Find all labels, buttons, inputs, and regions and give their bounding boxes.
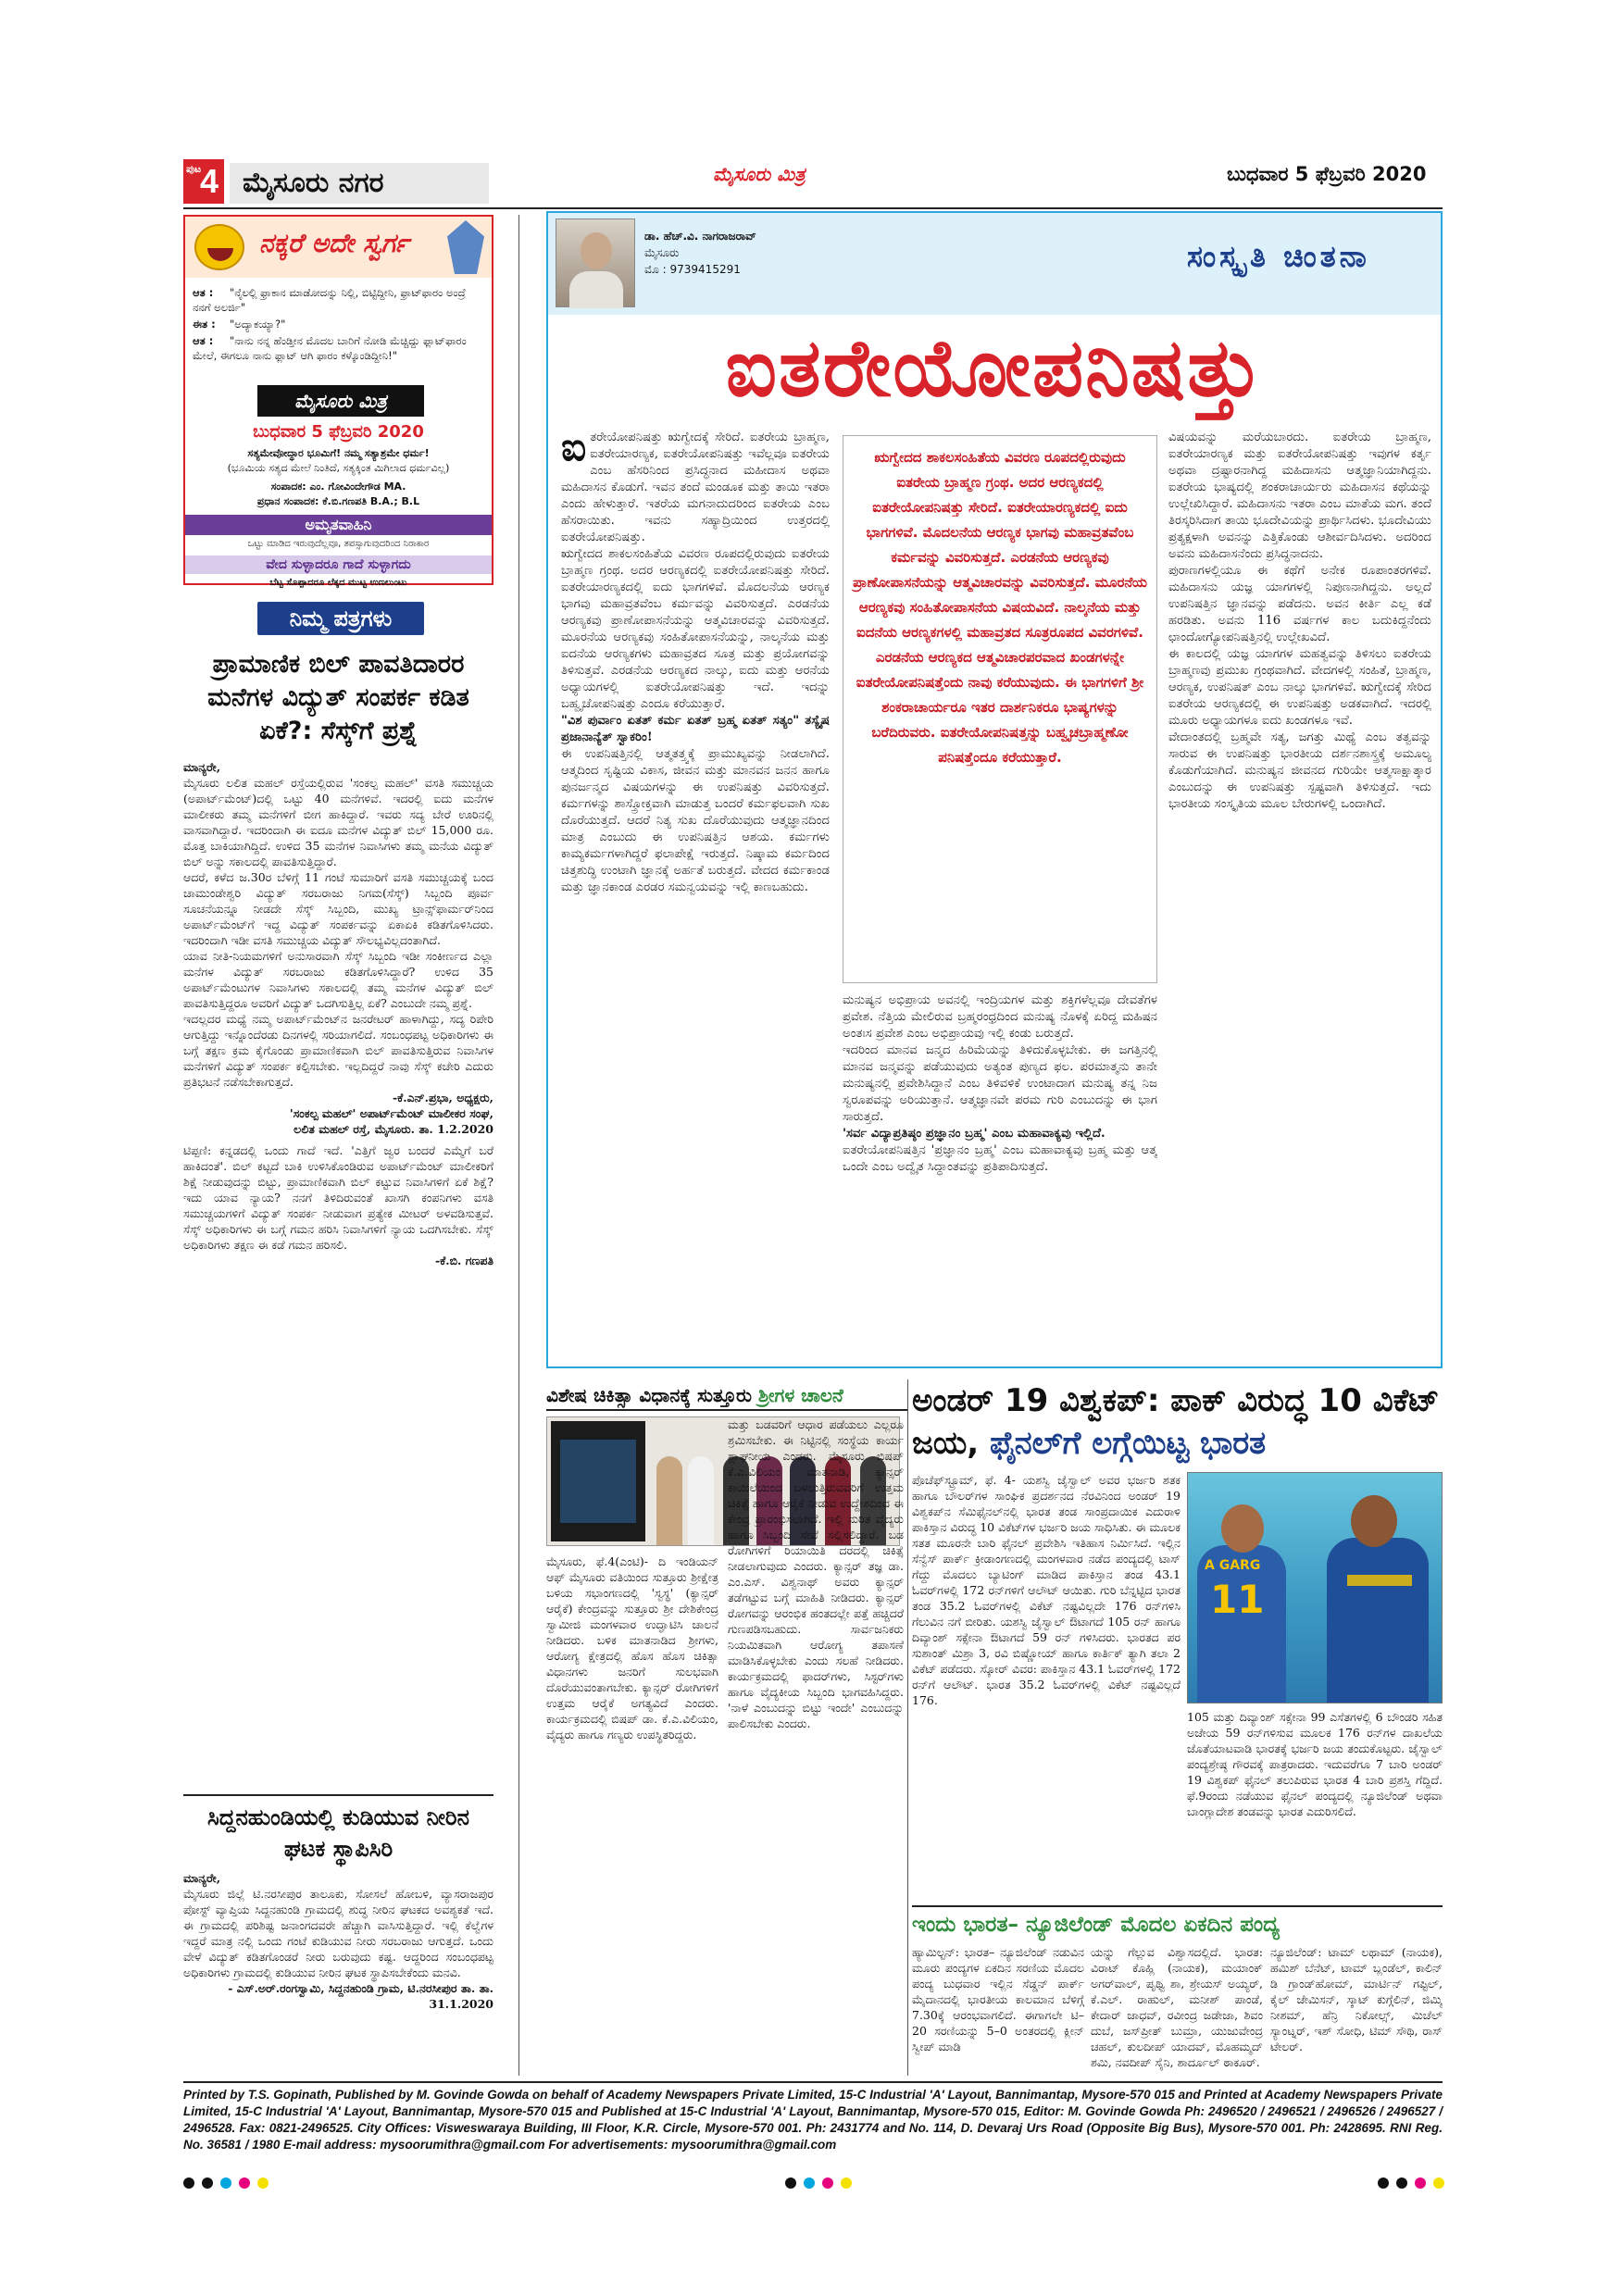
masthead: ಮೈಸೂರು ಮಿತ್ರ — [713, 163, 806, 185]
joke-speaker: ಈತ : — [193, 318, 216, 331]
player-head — [1221, 1504, 1264, 1553]
amrita-line: ಒಟ್ಟು ಮಾಡಿದ ಇರುವುದೆಲ್ಲವೂ, ತಪಸ್ಸಾಗುವುದರಿಂದ ನಿರಾಕಾರ — [247, 539, 430, 549]
joke-text: "ನಾನು ನನ್ನ ಹೆಂಡ್ತೀನ ಮೊದಲ ಬಾರಿಗೆ ನೋಡಿ ಮೆಚ್ಚಿದ್ದು ಫ್ಲಾಟ್‌ಫಾರಂ ಮೇಲೆ, ಈಗಲೂ ನಾನು ಫ್ಲಾಟ್ ಆಗಿ ಫಾರಂ ಕಳ್ಕೊಂಡಿದ್ದೀನಿ!" — [193, 334, 467, 362]
humor-box — [183, 215, 493, 588]
joke-speaker: ಆತ : — [193, 286, 214, 299]
registration-dot — [257, 2177, 269, 2189]
registration-dot — [1396, 2177, 1407, 2189]
letters-banner: ನಿಮ್ಮ ಪತ್ರಗಳು — [257, 602, 424, 635]
section-title: ಮೈಸೂರು ನಗರ — [230, 163, 489, 204]
series-headline: ಇಂದು ಭಾರತ– ನ್ಯೂಜಿಲೆಂಡ್ ಮೊದಲ ಏಕದಿನ ಪಂದ್ಯ — [912, 1905, 1443, 1940]
letter1-body — [183, 759, 493, 1703]
letter-paragraph: ಮೈಸೂರು ಲಲಿತ ಮಹಲ್ ರಸ್ತೆಯಲ್ಲಿರುವ 'ಸಂಕಲ್ಪ ಮಹಲ್' ವಸತಿ ಸಮುಚ್ಚಯ (ಅಪಾರ್ಟ್‌ಮೆಂಟ್)ದಲ್ಲಿ ಒಟ್ಟು 40 ಮನೆಗಳಿವೆ. ಇದರಲ್ಲಿ ಐದು ಮನೆಗಳ ಮಾಲೀಕರು ತಮ್ಮ ಮನೆಗಳಿಗೆ ಬೀಗ ಹಾಕಿದ್ದಾರೆ. ಇವರು ಸದ್ಯ ಬೇರೆ ಊರಿನಲ್ಲಿ ವಾಸವಾಗಿದ್ದಾರೆ. ಇದರಿಂದಾಗಿ ಈ ಐದೂ ಮನೆಗಳ ವಿದ್ಯುತ್ ಬಿಲ್ 15,000 ರೂ. ಮೊತ್ತ ಬಾಕಿಯಾಗಿದ್ದಿದೆ. ಉಳಿದ 35 ಮನೆಗಳ ನಿವಾಸಿಗಳು ತಮ್ಮ ಮನೆಯ ವಿದ್ಯುತ್ ಬಿಲ್ ಅನ್ನು ಸಕಾಲದಲ್ಲಿ ಪಾವತಿಸುತ್ತಿದ್ದಾರೆ. — [183, 776, 493, 868]
motto-line: ಸತ್ಯಮೇವೋದ್ಧಾರ ಭೂಮಿಗೆ! ನಮ್ಮ ಸತ್ಯಾಶ್ರಮೇ ಧರ್ಮ! — [247, 447, 430, 459]
feature-paragraph: ವೇದಾಂತದಲ್ಲಿ ಬ್ರಹ್ಮವೇ ಸತ್ಯ, ಜಗತ್ತು ಮಿಥ್ಯೆ ಎಂಬ ತತ್ವವನ್ನು ಸಾರುವ ಈ ಉಪನಿಷತ್ತು ಭಾರತೀಯ ದರ್ಶನಶಾಸ್ತ್ರಕ್ಕೆ ಅಮೂಲ್ಯ ಕೊಡುಗೆಯಾಗಿದೆ. ಮನುಷ್ಯನ ಜೀವನದ ಗುರಿಯೇ ಆತ್ಮಸಾಕ್ಷಾತ್ಕಾರ ಎಂಬುದನ್ನು ಈ ಉಪನಿಷತ್ತು ಸ್ಪಷ್ಟವಾಗಿ ತಿಳಿಸುತ್ತದೆ. ಇದು ಭಾರತೀಯ ಸಂಸ್ಕೃತಿಯ ಮೂಲ ಬೇರುಗಳಲ್ಲಿ ಒಂದಾಗಿದೆ. — [1168, 730, 1431, 811]
photo-caption: 105 ಮತ್ತು ದಿವ್ಯಾಂಶ್ ಸಕ್ಸೇನಾ 99 ಎಸೆತಗಳಲ್ಲಿ 6 ಬೌಂಡರಿ ಸಹಿತ ಅಜೇಯ 59 ರನ್‌ಗಳಿಸುವ ಮೂಲಕ 176 ರನ್‌ಗಳ ದಾಖಲೆಯ ಜೊತೆಯಾಟವಾಡಿ ಭಾರತಕ್ಕೆ ಭರ್ಜರಿ ಜಯ ತಂದುಕೊಟ್ಟರು. ಜೈಸ್ವಾಲ್ ಪಂದ್ಯಶ್ರೇಷ್ಠ ಗೌರವಕ್ಕೆ ಪಾತ್ರರಾದರು. ಇದುವರೆಗೂ 7 ಬಾರಿ ಅಂಡರ್ 19 ವಿಶ್ವಕಪ್ ಫೈನಲ್ ತಲುಪಿರುವ ಭಾರತ 4 ಬಾರಿ ಪ್ರಶಸ್ತಿ ಗೆದ್ದಿದೆ. ಫೆ.9ರಂದು ನಡೆಯುವ ಫೈನಲ್ ಪಂದ್ಯದಲ್ಲಿ ನ್ಯೂಜಿಲೆಂಡ್ ಅಥವಾ ಬಾಂಗ್ಲಾದೇಶ ತಂಡವನ್ನು ಭಾರತ ಎದುರಿಸಲಿದೆ. — [1187, 1710, 1443, 1818]
letter-signature: 'ಸಂಕಲ್ಪ ಮಹಲ್' ಅಪಾರ್ಟ್‌ಮೆಂಟ್ ಮಾಲೀಕರ ಸಂಘ, — [289, 1106, 493, 1120]
veda-title: ವೇದ ಸುಳ್ಳಾದರೂ ಗಾದೆ ಸುಳ್ಳಾಗದು — [185, 555, 492, 574]
registration-marks — [183, 2177, 269, 2189]
event-headline-b: ಶ್ರೀಗಳ ಚಾಲನೆ — [757, 1384, 843, 1406]
letter-signature: ಲಲಿತ ಮಹಲ್ ರಸ್ತೆ, ಮೈಸೂರು. ತಾ. 1.2.2020 — [294, 1122, 493, 1136]
amrita-title: ಅಮೃತವಾಹಿನಿ — [185, 515, 492, 535]
registration-dot — [239, 2177, 250, 2189]
footer-imprint: Printed by T.S. Gopinath, Published by M. Govinde Gowda on behalf of Academy Newspapers Private Limited, 15-C Industrial 'A' Layout, Bannimantap, Mysore-570 015 and Printed at Academy Newspapers Private Limited, 15-C Industrial 'A' Layout, Bannimantap, Mysore-570 015 and Published at 15-C Industrial 'A' Layout, Bannimantap, Mysore-570 015, Editor: M. Govinde Gowda Ph: 2496520 / 2496521 / 2496526 / 2496527 / 2496528. Fax: 0821-2496525. City Offices: Visweswaraya Building, III Floor, K.R. Circle, Mysore-570 001. Ph: 2431774 and No. 114, D. Devaraj Urs Road (Opposite Big Bus), Mysore-570 001. Ph: 2428695. RNI Reg. No. 36581 / 1980 E-mail address: mysoorumithra@gmail.com For advertisements: mysoorumithra@gmail.com — [183, 2088, 1443, 2152]
motto-translation: (ಭೂಮಿಯ ಸತ್ಯದ ಮೇಲೆ ನಿಂತಿದೆ, ಸತ್ಯಕ್ಕಿಂತ ಮಿಗಿಲಾದ ಧರ್ಮವಿಲ್ಲ) — [227, 462, 450, 474]
mini-masthead: ಮೈಸೂರು ಮಿತ್ರ — [257, 385, 424, 417]
feature-quote: 'ಸರ್ವ ವಿದ್ಯಾಪ್ರತಿಷ್ಠಂ ಪ್ರಜ್ಞಾನಂ ಬ್ರಹ್ಮ' ಎಂಬ ಮಹಾವಾಕ್ಯವು ಇಲ್ಲಿದೆ. — [843, 1127, 1106, 1141]
chief-editor-line: ಪ್ರಧಾನ ಸಂಪಾದಕ: ಕೆ.ಬಿ.ಗಣಪತಿ B.A.; B.L — [256, 495, 420, 507]
feature-paragraph: ತರೇಯೋಪನಿಷತ್ತು ಋಗ್ವೇದಕ್ಕೆ ಸೇರಿದೆ. ಐತರೇಯ ಬ್ರಾಹ್ಮಣ, ಐತರೇಯಾರಣ್ಯಕ, ಐತರೇಯೋಪನಿಷತ್ತು ಇವೆಲ್ಲವೂ ಐತರೇಯ ಎಂಬ ಹೆಸರಿನಿಂದ ಪ್ರಸಿದ್ಧನಾದ ಮಹೀದಾಸ ಅಥವಾ ಮಹಿದಾಸನ ಕೊಡುಗೆ. ಇವನ ತಂದೆ ಮಂಡೂಕ ಮತ್ತು ತಾಯಿ ಇತರಾ ಎಂದು ಹೇಳುತ್ತಾರೆ. ಇತರೆಯ ಮಗನಾದುದರಿಂದ ಐತರೇಯ ಎಂಬ ಹೆಸರಾಯಿತು. ಇವನು ಸಹ್ಯಾದ್ರಿಯಿಂದ ಉತ್ತರದಲ್ಲಿ ಐತರೇಯೋಪನಿಷತ್ತು. — [561, 430, 830, 544]
header-date: ಬುಧವಾರ 5 ಫೆಬ್ರವರಿ 2020 — [1227, 163, 1427, 185]
mini-date: ಬುಧವಾರ 5 ಫೆಬ್ರವರಿ 2020 — [253, 422, 424, 442]
jersey-number: 11 — [1210, 1577, 1265, 1622]
author-phone: ಮೊ : 9739415291 — [644, 263, 741, 276]
registration-dot — [841, 2177, 852, 2189]
series-column-1: ಹ್ಯಾಮಿಲ್ಟನ್: ಭಾರತ– ನ್ಯೂಜಿಲೆಂಡ್ ನಡುವಿನ ಮೂರು ಪಂದ್ಯಗಳ ಏಕದಿನ ಸರಣಿಯ ಮೊದಲ ಪಂದ್ಯ ಬುಧವಾರ ಇಲ್ಲಿನ ಸೆಡ್ಡನ್ ಪಾರ್ಕ್ ಮೈದಾನದಲ್ಲಿ ಭಾರತೀಯ ಕಾಲಮಾನ ಬೆಳಿಗ್ಗೆ 7.30ಕ್ಕೆ ಆರಂಭವಾಗಲಿದೆ. ಈಗಾಗಲೇ ಟಿ–20 ಸರಣಿಯನ್ನು 5–0 ಅಂತರದಲ್ಲಿ ಕ್ಲೀನ್ ಸ್ವೀಪ್ ಮಾಡಿ — [912, 1945, 1084, 2053]
feature-paragraph: ಪುರಾಣಗಳಲ್ಲಿಯೂ ಈ ಕಥೆಗೆ ಅನೇಕ ರೂಪಾಂತರಗಳಿವೆ. ಮಹಿದಾಸನು ಯಜ್ಞ ಯಾಗಗಳಲ್ಲಿ ನಿಪುಣನಾಗಿದ್ದನು. ಅಲ್ಲದೆ ಉಪನಿಷತ್ತಿನ ಜ್ಞಾನವನ್ನು ಪಡೆದನು. ಅವನ ಕೀರ್ತಿ ಎಲ್ಲ ಕಡೆ ಹರಡಿತು. ಅವನು 116 ವರ್ಷಗಳ ಕಾಲ ಬದುಕಿದ್ದನೆಂದು ಛಾಂದೋಗ್ಯೋಪನಿಷತ್ತಿನಲ್ಲಿ ಉಲ್ಲೇಖವಿದೆ. — [1168, 564, 1431, 644]
registration-dot — [1415, 2177, 1426, 2189]
feature-header — [548, 213, 1441, 315]
letter-signature: -ಕೆ.ಎನ್.ಪ್ರಭಾ, ಅಧ್ಯಕ್ಷರು, — [392, 1091, 493, 1104]
letter-paragraph: ಆದರೆ, ಕಳೆದ ಜ.30ರ ಬೆಳಿಗ್ಗೆ 11 ಗಂಟೆ ಸುಮಾರಿಗೆ ವಸತಿ ಸಮುಚ್ಚಯಕ್ಕೆ ಬಂದ ಚಾಮುಂಡೇಶ್ವರಿ ವಿದ್ಯುತ್ ಸರಬರಾಜು ನಿಗಮ(ಸೆಸ್ಕ್) ಸಿಬ್ಬಂದಿ ಪೂರ್ವ ಸೂಚನೆಯನ್ನೂ ನೀಡದೇ ಸೆಸ್ಕ್ ಸಿಬ್ಬಂದಿ, ಮುಖ್ಯ ಟ್ರಾನ್ಸ್‌ಫಾರ್ಮರ್‌ನಿಂದ ಅಪಾರ್ಟ್‌ಮೆಂಟ್‌ಗೆ ಇದ್ದ ವಿದ್ಯುತ್ ಸಂಪರ್ಕವನ್ನು ಏಕಾಏಕಿ ಕಡಿತಗೊಳಿಸಿದರು. ಇದರಿಂದಾಗಿ ಇಡೀ ವಸತಿ ಸಮುಚ್ಚಯ ವಿದ್ಯುತ್ ಸೌಲಭ್ಯವಿಲ್ಲದಂತಾಗಿದೆ. — [183, 870, 493, 947]
letter-paragraph: ಯಾವ ನೀತಿ-ನಿಯಮಗಳಿಗೆ ಅನುಸಾರವಾಗಿ ಸೆಸ್ಕ್ ಸಿಬ್ಬಂದಿ ಇಡೀ ಸಂಕೀರ್ಣದ ಎಲ್ಲಾ ಮನೆಗಳ ವಿದ್ಯುತ್ ಸರಬರಾಜು ಕಡಿತಗೊಳಿಸಿದ್ದಾರೆ? ಉಳಿದ 35 ಅಪಾರ್ಟ್‌ಮೆಂಟುಗಳ ನಿವಾಸಿಗಳು ಸಕಾಲದಲ್ಲಿ ತಮ್ಮ ಮನೆಗಳ ವಿದ್ಯುತ್ ಬಿಲ್ ಪಾವತಿಸುತ್ತಿದ್ದರೂ ಅವರಿಗೆ ವಿದ್ಯುತ್ ಒದಗಿಸುತ್ತಿಲ್ಲ ಏಕೆ? ಎಂಬುದೇ ನಮ್ಮ ಪ್ರಶ್ನೆ. — [183, 949, 493, 1010]
registration-dot — [1378, 2177, 1389, 2189]
footer-rule — [183, 2081, 1443, 2083]
feature-quote: "ವಿಶ ಪುರ್ವಾಂ ಏತತ್ ಕರ್ಮ ಏತತ್ ಬ್ರಹ್ಮ ಏತತ್ ಸತ್ಯಂ" ತಸ್ಯೈಷ ಪ್ರಜಾನಾನ್ಯೆತ್ ಸ್ವಾಕರಿಂ! — [561, 714, 830, 744]
feature-column-2 — [843, 992, 1157, 1354]
letter2-headline: ಸಿದ್ದನಹುಂಡಿಯಲ್ಲಿ ಕುಡಿಯುವ ನೀರಿನ ಘಟಕ ಸ್ಥಾಪಿಸಿರಿ — [183, 1794, 493, 1865]
registration-dot — [220, 2177, 231, 2189]
humor-header — [185, 217, 492, 278]
registration-marks — [785, 2177, 852, 2189]
registration-marks — [1378, 2177, 1444, 2189]
author-place: ಮೈಸೂರು — [644, 246, 680, 259]
joke-text: "ಅದ್ಯಾಕಯ್ಯಾ?" — [230, 318, 286, 331]
registration-dot — [822, 2177, 833, 2189]
feature-column-3 — [1168, 430, 1431, 1355]
letter-signature: - ಎಸ್.ಅರ್.ರಂಗಸ್ವಾಮಿ, ಸಿದ್ದನಹುಂಡಿ ಗ್ರಾಮ, ಟಿ.ನರಸೀಪುರ ತಾ. ತಾ. 31.1.2020 — [228, 1981, 493, 2011]
jersey-name: A GARG — [1205, 1558, 1261, 1573]
editor-line: ಸಂಪಾದಕ: ಎಂ. ಗೋವಿಂದೇಗೌಡ MA. — [270, 480, 406, 493]
column-name: ಸಂಸ್ಕೃತಿ ಚಿಂತನಾ — [1187, 239, 1370, 274]
person-figure — [656, 1456, 682, 1545]
cricket-headline — [912, 1379, 1443, 1465]
event-column-2: ಮತ್ತು ಬಡವರಿಗೆ ಆಧಾರ ಪಡೆಯಲು ಎಲ್ಲರೂ ಶ್ರಮಿಸಬೇಕು. ಈ ನಿಟ್ಟಿನಲ್ಲಿ ಸಂಸ್ಥೆಯ ಕಾರ್ಯ ಶ್ಲಾಘನೀಯ ಎಂದರು. ಮೈಸೂರು ಬಿಷಪ್ ಕೆ.ಎ.ವಿಲಿಯಂ ಮಾತನಾಡಿ, ಕ್ಯಾನ್ಸರ್ ಕಾಯಿಲೆಯಿಂದ ಬಳಲುತ್ತಿರುವವರಿಗೆ ಉತ್ತಮ ಚಿಕಿತ್ಸೆ ಹಾಗೂ ಆರೈಕೆ ನೀಡುವ ಉದ್ದೇಶದಿಂದ ಈ ಕೇಂದ್ರ ಪ್ರಾರಂಭಿಸಲಾಗಿದೆ. ಇಲ್ಲಿ ನುರಿತ ವೈದ್ಯರು ಹಾಗೂ ಸಿಬ್ಬಂದಿ ಸೇವೆ ಸಲ್ಲಿಸಲಿದ್ದಾರೆ. ಬಡ ರೋಗಿಗಳಿಗೆ ರಿಯಾಯಿತಿ ದರದಲ್ಲಿ ಚಿಕಿತ್ಸೆ ನೀಡಲಾಗುವುದು ಎಂದರು. ಕ್ಯಾನ್ಸರ್ ತಜ್ಞ ಡಾ. ಎಂ.ಎಸ್. ವಿಶ್ವನಾಥ್ ಅವರು ಕ್ಯಾನ್ಸರ್ ತಡೆಗಟ್ಟುವ ಬಗ್ಗೆ ಮಾಹಿತಿ ನೀಡಿದರು. ಕ್ಯಾನ್ಸರ್ ರೋಗವನ್ನು ಆರಂಭಿಕ ಹಂತದಲ್ಲೇ ಪತ್ತೆ ಹಚ್ಚಿದರೆ ಗುಣಪಡಿಸಬಹುದು. ಸಾರ್ವಜನಿಕರು ನಿಯಮಿತವಾಗಿ ಆರೋಗ್ಯ ತಪಾಸಣೆ ಮಾಡಿಸಿಕೊಳ್ಳಬೇಕು ಎಂದು ಸಲಹೆ ನೀಡಿದರು. ಕಾರ್ಯಕ್ರಮದಲ್ಲಿ ಫಾದರ್‌ಗಳು, ಸಿಸ್ಟರ್‌ಗಳು ಹಾಗೂ ವೈದ್ಯಕೀಯ ಸಿಬ್ಬಂದಿ ಭಾಗವಹಿಸಿದ್ದರು. 'ನಾಳೆ ಎಂಬುದನ್ನು ಬಿಟ್ಟು ಇಂದೇ' ಎಂಬುದನ್ನು ಪಾಲಿಸಬೇಕು ಎಂದರು. — [728, 1417, 904, 1730]
page-tag: ಪುಟ — [186, 163, 202, 175]
column-separator — [518, 215, 519, 2076]
person-figure — [688, 1456, 714, 1545]
feature-paragraph: ಈ ಉಪನಿಷತ್ತಿನಲ್ಲಿ ಆತ್ಮತತ್ತ್ವಕ್ಕೆ ಪ್ರಾಮುಖ್ಯವನ್ನು ನೀಡಲಾಗಿದೆ. ಆತ್ಮದಿಂದ ಸೃಷ್ಟಿಯ ವಿಕಾಸ, ಜೀವನ ಮತ್ತು ಮಾನವನ ಜನನ ಹಾಗೂ ಪುನರ್ಜನ್ಮದ ವಿಷಯಗಳನ್ನು ಈ ಉಪನಿಷತ್ತು ವಿವರಿಸುತ್ತದೆ. ಕರ್ಮಗಳನ್ನು ಶಾಸ್ತ್ರೋಕ್ತವಾಗಿ ಮಾಡುತ್ತ ಬಂದರೆ ಕರ್ಮಫಲವಾಗಿ ಸುಖ ದೊರೆಯುತ್ತದೆ. ಆದರೆ ನಿತ್ಯ ಸುಖ ದೊರೆಯುವುದು ಆತ್ಮಜ್ಞಾನದಿಂದ ಮಾತ್ರ ಎಂಬುದು ಈ ಉಪನಿಷತ್ತಿನ ಆಶಯ. ಕರ್ಮಗಳು ಕಾಮ್ಯಕರ್ಮಗಳಾಗಿದ್ದರೆ ಫಲಾಪೇಕ್ಷೆ ಇರುತ್ತದೆ. ನಿಷ್ಕಾಮ ಕರ್ಮದಿಂದ ಚಿತ್ತಶುದ್ಧಿ ಉಂಟಾಗಿ ಜ್ಞಾನಕ್ಕೆ ಅರ್ಹತೆ ಬರುತ್ತದೆ. ವೇದದ ಕರ್ಮಕಾಂಡ ಮತ್ತು ಜ್ಞಾನಕಾಂಡ ಎರಡರ ಸಮನ್ವಯವನ್ನು ಇಲ್ಲಿ ಕಾಣಬಹುದು. — [561, 747, 830, 894]
letter-greeting: ಮಾನ್ಯರೇ, — [183, 760, 221, 774]
feature-paragraph: ಋಗ್ವೇದದ ಶಾಕಲಸಂಹಿತೆಯ ವಿವರಣ ರೂಪದಲ್ಲಿರುವುದು ಐತರೇಯ ಬ್ರಾಹ್ಮಣ ಗ್ರಂಥ. ಅದರ ಆರಣ್ಯಕದಲ್ಲಿ ಐತರೇಯೋಪನಿಷತ್ತು ಸೇರಿದೆ. ಐತರೇಯಾರಣ್ಯಕದಲ್ಲಿ ಐದು ಭಾಗಗಳಿವೆ. ಮೊದಲನೆಯ ಆರಣ್ಯಕ ಭಾಗವು ಮಹಾವ್ರತವೆಂಬ ಕರ್ಮವನ್ನು ವಿವರಿಸುತ್ತದೆ. ಎರಡನೆಯ ಆರಣ್ಯಕವು ಪ್ರಾಣೋಪಾಸನೆಯನ್ನು ಆತ್ಮವಿಚಾರವನ್ನು ವಿವರಿಸುತ್ತದೆ. ಮೂರನೆಯ ಆರಣ್ಯಕವು ಸಂಹಿತೋಪಾಸನೆಯನ್ನು, ನಾಲ್ಕನೆಯ ಮತ್ತು ಐದನೆಯ ಆರಣ್ಯಕಗಳು ಮಹಾವ್ರತದ ಸೂತ್ರ ಮತ್ತು ಪ್ರಯೋಗವನ್ನು ತಿಳಿಸುತ್ತವೆ. ಎರಡನೆಯ ಆರಣ್ಯಕದ ನಾಲ್ಕು, ಐದು ಮತ್ತು ಆರನೆಯ ಅಧ್ಯಾಯಗಳಲ್ಲಿ ಐತರೇಯೋಪನಿಷತ್ತು ಇದೆ. ಇದನ್ನು ಬಹ್ವೃಚೋಪನಿಷತ್ತು ಎಂದೂ ಕರೆಯುತ್ತಾರೆ. — [561, 547, 830, 711]
veda-line: ಬೆಟ್ಟ ಸೊಪ್ಪಾದರೂ ಲೆಕ್ಕದ ಮುಟ್ಟ ಉಣಲುಂಟು — [269, 578, 407, 588]
editor-note-signature: -ಕೆ.ಬಿ. ಗಣಪತಿ — [434, 1254, 493, 1267]
registration-dot — [183, 2177, 194, 2189]
joke-line — [193, 285, 487, 315]
feature-title: ಐತರೇಯೋಪನಿಷತ್ತು — [725, 322, 1264, 415]
jester-icon — [447, 220, 484, 274]
cricket-headline-b: ಫೈನಲ್‌ಗೆ ಲಗ್ಗೆಯಿಟ್ಟ ಭಾರತ — [990, 1425, 1267, 1462]
feature-paragraph: ಈ ಕಾಲದಲ್ಲಿ ಯಜ್ಞ ಯಾಗಗಳ ಮಹತ್ವವನ್ನು ತಿಳಿಸಲು ಐತರೇಯ ಬ್ರಾಹ್ಮಣವು ಪ್ರಮುಖ ಗ್ರಂಥವಾಗಿದೆ. ವೇದಗಳಲ್ಲಿ ಸಂಹಿತೆ, ಬ್ರಾಹ್ಮಣ, ಆರಣ್ಯಕ, ಉಪನಿಷತ್ ಎಂಬ ನಾಲ್ಕು ಭಾಗಗಳಿವೆ. ಋಗ್ವೇದಕ್ಕೆ ಸೇರಿದ ಐತರೇಯ ಆರಣ್ಯಕದಲ್ಲಿ ಈ ಉಪನಿಷತ್ತು ಅಡಕವಾಗಿದೆ. ಇದರಲ್ಲಿ ಮೂರು ಅಧ್ಯಾಯಗಳೂ ಐದು ಖಂಡಗಳೂ ಇವೆ. — [1168, 647, 1431, 728]
registration-dot — [202, 2177, 213, 2189]
feature-column-1 — [561, 430, 830, 1355]
registration-dot — [785, 2177, 796, 2189]
humor-title: ನಕ್ಕರೆ ಅದೇ ಸ್ವರ್ಗ — [259, 228, 409, 258]
series-column-2: ಯನ್ನು ಗೆಲ್ಲುವ ವಿಶ್ವಾಸದಲ್ಲಿದೆ. ಭಾರತ: ವಿರಾಟ್ ಕೊಹ್ಲಿ (ನಾಯಕ), ಮಯಾಂಕ್ ಅಗರ್‌ವಾಲ್, ಪೃಥ್ವಿ ಶಾ, ಶ್ರೇಯಸ್ ಅಯ್ಯರ್, ಕೆ.ಎಲ್. ರಾಹುಲ್, ಮನೀಶ್ ಪಾಂಡೆ, ಕೇದಾರ್ ಜಾಧವ್, ರವೀಂದ್ರ ಜಡೇಜಾ, ಶಿವಂ ದುಬೆ, ಜಸ್‌ಪ್ರೀತ್ ಬುಮ್ರಾ, ಯುಜುವೇಂದ್ರ ಚಹಲ್, ಕುಲದೀಪ್ ಯಾದವ್, ಮೊಹಮ್ಮದ್ ಶಮಿ, ನವದೀಪ್ ಸೈನಿ, ಶಾರ್ದೂಲ್ ಠಾಕೂರ್. — [1091, 1945, 1263, 2069]
page-number: 4 — [200, 162, 219, 200]
laughing-face-icon — [194, 224, 244, 270]
author-name: ಡಾ. ಹೆಚ್.ವಿ. ನಾಗರಾಜರಾವ್ — [644, 230, 756, 243]
stage-banner — [551, 1421, 645, 1541]
column-separator — [907, 1379, 908, 2076]
event-column-1: ಮೈಸೂರು, ಫೆ.4(ಎಂಟಿ)- ದಿ ಇಂಡಿಯನ್ ಆಫ್ ಮೈಸೂರು ವತಿಯಿಂದ ಸುತ್ತೂರು ಶ್ರೀಕ್ಷೇತ್ರ ಬಳಿಯ ಸಭಾಂಗಣದಲ್ಲಿ 'ಸ್ವಸ್ಥ' (ಕ್ಯಾನ್ಸರ್ ಆರೈಕೆ) ಕೇಂದ್ರವನ್ನು ಸುತ್ತೂರು ಶ್ರೀ ದೇಶಿಕೇಂದ್ರ ಸ್ವಾಮೀಜಿ ಮಂಗಳವಾರ ಉದ್ಘಾಟಿಸಿ ಚಾಲನೆ ನೀಡಿದರು. ಬಳಿಕ ಮಾತನಾಡಿದ ಶ್ರೀಗಳು, ಆರೋಗ್ಯ ಕ್ಷೇತ್ರದಲ್ಲಿ ಹೊಸ ಹೊಸ ಚಿಕಿತ್ಸಾ ವಿಧಾನಗಳು ಜನರಿಗೆ ಸುಲಭವಾಗಿ ದೊರೆಯುವಂತಾಗಬೇಕು. ಕ್ಯಾನ್ಸರ್ ರೋಗಿಗಳಿಗೆ ಉತ್ತಮ ಆರೈಕೆ ಅಗತ್ಯವಿದೆ ಎಂದರು. ಕಾರ್ಯಕ್ರಮದಲ್ಲಿ ಬಿಷಪ್ ಡಾ. ಕೆ.ಎ.ವಿಲಿಯಂ, ವೈದ್ಯರು ಹಾಗೂ ಗಣ್ಯರು ಉಪಸ್ಥಿತರಿದ್ದರು. — [546, 1554, 718, 1741]
feature-paragraph: ವಿಷಯವನ್ನು ಮರೆಯಬಾರದು. ಐತರೇಯ ಬ್ರಾಹ್ಮಣ, ಐತರೇಯಾರಣ್ಯಕ ಮತ್ತು ಐತರೇಯೋಪನಿಷತ್ತು ಇವುಗಳ ಕರ್ತೃ ಅಥವಾ ದ್ರಷ್ಟಾರನಾಗಿದ್ದ ಮಹಿದಾಸನು ಆತ್ಮಜ್ಞಾನಿಯಾಗಿದ್ದನು. ಐತರೇಯ ಭಾಷ್ಯದಲ್ಲಿ ಶಂಕರಾಚಾರ್ಯರು ಮಹಿದಾಸನ ಕಥೆಯನ್ನು ಉಲ್ಲೇಖಿಸಿದ್ದಾರೆ. ಮಹಿದಾಸನು ಇತರಾ ಎಂಬ ಮಾತೆಯ ಮಗ. ತಂದೆ ತಿರಸ್ಕರಿಸಿದಾಗ ತಾಯಿ ಭೂದೇವಿಯನ್ನು ಪ್ರಾರ್ಥಿಸಿದಳು. ಭೂದೇವಿಯು ಪ್ರತ್ಯಕ್ಷಳಾಗಿ ಅವನನ್ನು ಎತ್ತಿಕೊಂಡು ಆಶೀರ್ವದಿಸಿದಳು. ಅದರಿಂದ ಅವನು ಮಹಿದಾಸನೆಂದು ಪ್ರಸಿದ್ಧನಾದನು. — [1168, 430, 1431, 561]
feature-paragraph: ಇದರಿಂದ ಮಾನವ ಜನ್ಮದ ಹಿರಿಮೆಯನ್ನು ತಿಳಿದುಕೊಳ್ಳಬೇಕು. ಈ ಜಗತ್ತಿನಲ್ಲಿ ಮಾನವ ಜನ್ಮವನ್ನು ಪಡೆಯುವುದು ಅತ್ಯಂತ ಪುಣ್ಯದ ಫಲ. ಪರಮಾತ್ಮನು ತಾನೇ ಮನುಷ್ಯನಲ್ಲಿ ಪ್ರವೇಶಿಸಿದ್ದಾನೆ ಎಂಬ ತಿಳಿವಳಿಕೆ ಉಂಟಾದಾಗ ಮನುಷ್ಯ ತನ್ನ ನಿಜ ಸ್ವರೂಪವನ್ನು ಅರಿಯುತ್ತಾನೆ. ಆತ್ಮಜ್ಞಾನವೇ ಪರಮ ಗುರಿ ಎಂಬುದನ್ನು ಈ ಭಾಗ ಸಾರುತ್ತದೆ. — [843, 1043, 1157, 1124]
cricket-body: ಪೊಚೆಫ್‌ಸ್ಟ್ರೂಮ್, ಫೆ. 4- ಯಶಸ್ವಿ ಜೈಸ್ವಾಲ್ ಅವರ ಭರ್ಜರಿ ಶತಕ ಹಾಗೂ ಬೌಲರ್‌ಗಳ ಸಾಂಘಿಕ ಪ್ರದರ್ಶನದ ನೆರವಿನಿಂದ ಅಂಡರ್ 19 ವಿಶ್ವಕಪ್‌ನ ಸೆಮಿಫೈನಲ್‌ನಲ್ಲಿ ಭಾರತ ತಂಡ ಸಾಂಪ್ರದಾಯಿಕ ಎದುರಾಳಿ ಪಾಕಿಸ್ತಾನ ವಿರುದ್ಧ 10 ವಿಕೆಟ್‌ಗಳ ಭರ್ಜರಿ ಜಯ ಸಾಧಿಸಿತು. ಈ ಮೂಲಕ ಸತತ ಮೂರನೇ ಬಾರಿ ಫೈನಲ್ ಪ್ರವೇಶಿಸಿ ಇತಿಹಾಸ ನಿರ್ಮಿಸಿದೆ. ಇಲ್ಲಿನ ಸೆನ್ವೆಸ್ ಪಾರ್ಕ್ ಕ್ರೀಡಾಂಗಣದಲ್ಲಿ ಮಂಗಳವಾರ ನಡೆದ ಪಂದ್ಯದಲ್ಲಿ ಟಾಸ್ ಗೆದ್ದು ಮೊದಲು ಬ್ಯಾಟಿಂಗ್ ಮಾಡಿದ ಪಾಕಿಸ್ತಾನ ತಂಡ 43.1 ಓವರ್‌ಗಳಲ್ಲಿ 172 ರನ್‌ಗಳಿಗೆ ಆಲೌಟ್ ಆಯಿತು. ಗುರಿ ಬೆನ್ನಟ್ಟಿದ ಭಾರತ ತಂಡ 35.2 ಓವರ್‌ಗಳಲ್ಲಿ ವಿಕೆಟ್ ನಷ್ಟವಿಲ್ಲದೇ 176 ರನ್‌ಗಳಿಸಿ ಗೆಲುವಿನ ನಗೆ ಬೀರಿತು. ಯಶಸ್ವಿ ಜೈಸ್ವಾಲ್ ಔಟಾಗದೆ 105 ರನ್ ಹಾಗೂ ದಿವ್ಯಾಂಶ್ ಸಕ್ಸೇನಾ ಔಟಾಗದೆ 59 ರನ್ ಗಳಿಸಿದರು. ಭಾರತದ ಪರ ಸುಶಾಂತ್ ಮಿಶ್ರಾ 3, ರವಿ ಬಿಷ್ಣೋಯ್ ಹಾಗೂ ಕಾರ್ತಿಕ್ ತ್ಯಾಗಿ ತಲಾ 2 ವಿಕೆಟ್ ಪಡೆದರು. ಸ್ಕೋರ್ ವಿವರ: ಪಾಕಿಸ್ತಾನ 43.1 ಓವರ್‌ಗಳಲ್ಲಿ 172 ರನ್‌ಗೆ ಆಲೌಟ್. ಭಾರತ 35.2 ಓವರ್‌ಗಳಲ್ಲಿ ವಿಕೆಟ್ ನಷ್ಟವಿಲ್ಲದೆ 176. — [912, 1473, 1181, 1707]
series-column-3: ನ್ಯೂಜಿಲೆಂಡ್: ಟಾಮ್ ಲಥಾಮ್ (ನಾಯಕ), ಹಮಿಶ್ ಬೆನೆಟ್, ಟಾಮ್ ಬ್ಲಂಡೆಲ್, ಕಾಲಿನ್ ಡಿ ಗ್ರಾಂಡ್‌ಹೋಮ್, ಮಾರ್ಟಿನ್ ಗಪ್ಟಿಲ್, ಕೈಲ್ ಜೇಮಿಸನ್, ಸ್ಕಾಟ್ ಕುಗ್ಗೆಲಿನ್, ಜಿಮ್ಮಿ ನೀಶಮ್, ಹೆನ್ರಿ ನಿಕೋಲ್ಸ್, ಮಿಚೆಲ್ ಸ್ಯಾಂಟ್ನರ್, ಇಶ್ ಸೋಧಿ, ಟಿಮ್ ಸೌಥಿ, ರಾಸ್ ಟೇಲರ್. — [1270, 1945, 1443, 2053]
pull-quote-text: ಋಗ್ವೇದದ ಶಾಕಲಸಂಹಿತೆಯ ವಿವರಣ ರೂಪದಲ್ಲಿರುವುದು ಐತರೇಯ ಬ್ರಾಹ್ಮಣ ಗ್ರಂಥ. ಅದರ ಆರಣ್ಯಕದಲ್ಲಿ ಐತರೇಯೋಪನಿಷತ್ತು ಸೇರಿದೆ. ಐತರೇಯಾರಣ್ಯಕದಲ್ಲಿ ಐದು ಭಾಗಗಳಿವೆ. ಮೊದಲನೆಯ ಆರಣ್ಯಕ ಭಾಗವು ಮಹಾವ್ರತವೆಂಬ ಕರ್ಮವನ್ನು ವಿವರಿಸುತ್ತದೆ. ಎರಡನೆಯ ಆರಣ್ಯಕವು ಪ್ರಾಣೋಪಾಸನೆಯನ್ನು ಆತ್ಮವಿಚಾರವನ್ನು ವಿವರಿಸುತ್ತದೆ. ಮೂರನೆಯ ಆರಣ್ಯಕವು ಸಂಹಿತೋಪಾಸನೆಯ ವಿಷಯವಿದೆ. ನಾಲ್ಕನೆಯ ಮತ್ತು ಐದನೆಯ ಆರಣ್ಯಕಗಳಲ್ಲಿ ಮಹಾವ್ರತದ ಸೂತ್ರರೂಪದ ವಿವರಗಳಿವೆ. ಎರಡನೆಯ ಆರಣ್ಯಕದ ಆತ್ಮವಿಚಾರಪರವಾದ ಖಂಡಗಳನ್ನೇ ಐತರೇಯೋಪನಿಷತ್ತೆಂದು ನಾವು ಕರೆಯುವುದು. ಈ ಭಾಗಗಳಿಗೆ ಶ್ರೀ ಶಂಕರಾಚಾರ್ಯರೂ ಇತರ ದಾರ್ಶನಿಕರೂ ಭಾಷ್ಯಗಳನ್ನು ಬರೆದಿರುವರು. ಐತರೇಯೋಪನಿಷತ್ತನ್ನು ಬಹ್ವೃಚಬ್ರಾಹ್ಮಣೋ ಪನಿಷತ್ತೆಂದೂ ಕರೆಯುತ್ತಾರೆ. — [853, 449, 1147, 766]
registration-dot — [1433, 2177, 1444, 2189]
player-head — [1351, 1495, 1397, 1547]
letter-greeting: ಮಾನ್ಯರೇ, — [183, 1871, 221, 1885]
registration-dot — [804, 2177, 815, 2189]
header-rule — [183, 207, 1443, 209]
joke-line — [193, 333, 487, 363]
event-headline-a: ವಿಶೇಷ ಚಿಕಿತ್ಸಾ ವಿಧಾನಕ್ಕೆ ಸುತ್ತೂರು — [546, 1384, 758, 1406]
feature-paragraph: ಮನುಷ್ಯನ ಅಭಿಪ್ರಾಯ ಅವನಲ್ಲಿ ಇಂದ್ರಿಯಗಳ ಮತ್ತು ಶಕ್ತಿಗಳೆಲ್ಲವೂ ದೇವತೆಗಳ ಪ್ರವೇಶ. ನೆತ್ತಿಯ ಮೇಲಿರುವ ಬ್ರಹ್ಮರಂಧ್ರದಿಂದ ಮನುಷ್ಯ ನೊಳಕ್ಕೆ ಏರಿದ್ದ ಮಹಿಷನ ಅಂತಃಸ ಪ್ರವೇಶ ಎಂಬ ಅಭಿಪ್ರಾಯವು ಇಲ್ಲಿ ಕಂಡು ಬರುತ್ತದೆ. — [843, 993, 1157, 1041]
dropcap: ಐ — [561, 430, 587, 469]
letter-paragraph: ಇದಲ್ಲದರ ಮಧ್ಯೆ ನಮ್ಮ ಅಪಾರ್ಟ್‌ಮೆಂಟ್‌ನ ಜನರೇಟರ್ ಹಾಳಾಗಿದ್ದು, ಸದ್ಯ ರಿಪೇರಿ ಆಗುತ್ತಿದ್ದು ಇನ್ನೊಂದೆರಡು ದಿನಗಳಲ್ಲಿ ಸರಿಯಾಗಲಿದೆ. ಸಂಬಂಧಪಟ್ಟ ಅಧಿಕಾರಿಗಳು ಈ ಬಗ್ಗೆ ತಕ್ಷಣ ಕ್ರಮ ಕೈಗೊಂಡು ಪ್ರಾಮಾಣಿಕವಾಗಿ ಬಿಲ್ ಪಾವತಿಸುತ್ತಿರುವ ನಿವಾಸಿಗಳ ಮನೆಗಳಿಗೆ ವಿದ್ಯುತ್ ಸಂಪರ್ಕ ಕಲ್ಪಿಸಬೇಕು. ಇಲ್ಲದಿದ್ದರೆ ನಾವು ಸೆಸ್ಕ್ ಕಚೇರಿ ಎದುರು ಪ್ರತಿಭಟನೆ ನಡೆಸಬೇಕಾಗುತ್ತದೆ. — [183, 1012, 493, 1089]
page-number-badge — [183, 159, 224, 204]
pull-quote — [843, 435, 1157, 983]
letter2-body — [183, 1870, 493, 2083]
joke-speaker: ಆತ : — [193, 334, 214, 347]
letter1-headline: ಪ್ರಾಮಾಣಿಕ ಬಿಲ್ ಪಾವತಿದಾರರ ಮನೆಗಳ ವಿದ್ಯುತ್ ಸಂಪರ್ಕ ಕಡಿತ ಏಕೆ?: ಸೆಸ್ಕ್‌ಗೆ ಪ್ರಶ್ನೆ — [207, 650, 469, 745]
joke-text: "ನೈಲಲ್ಲಿ ಫ್ರಾಕಾನ ಮಾಡೋದನ್ನು ನಿಲ್ಲಿ, ಬಿಟ್ಟಿದ್ದೀನಿ, ಫ್ರಾಟ್‌ಫಾರಂ ಅಂದ್ರೆ ನನಗೆ ಅಲರ್ಜಿ" — [193, 286, 466, 314]
event-headline — [546, 1379, 907, 1411]
joke-line — [193, 317, 487, 331]
jersey-stripe — [1347, 1575, 1412, 1586]
player-figure — [1327, 1538, 1429, 1703]
cricket-headline-a: ಅಂಡರ್ 19 ವಿಶ್ವಕಪ್: ಪಾಕ್ ವಿರುದ್ಧ 10 ವಿಕೆಟ್ ಜಯ, — [912, 1382, 1440, 1462]
letter-paragraph: ಮೈಸೂರು ಜಿಲ್ಲೆ ಟಿ.ನರಸೀಪುರ ತಾಲೂಕು, ಸೋಸಲೆ ಹೋಬಳಿ, ವ್ಯಾಸರಾಜಪುರ ಪೋಸ್ಟ್ ವ್ಯಾಪ್ತಿಯ ಸಿದ್ದನಹುಂಡಿ ಗ್ರಾಮದಲ್ಲಿ ಶುದ್ಧ ನೀರಿನ ಘಟಕದ ಅವಶ್ಯಕತೆ ಇದೆ. ಈ ಗ್ರಾಮದಲ್ಲಿ ಪರಿಶಿಷ್ಟ ಜನಾಂಗದವರೇ ಹೆಚ್ಚಾಗಿ ವಾಸಿಸುತ್ತಿದ್ದಾರೆ. ಇಲ್ಲಿ ಕೆಲ್ವೆಗಳ ಇದ್ದರೆ ಮಾತ್ರ ನಲ್ಲಿ ಒಂದು ಗಂಟೆ ಕುಡಿಯುವ ನೀರು ಸರಬರಾಜು ಆಗುತ್ತದೆ. ಒಂದು ವೇಳೆ ವಿದ್ಯುತ್ ಕಡಿತಗೊಂಡರೆ ನೀರು ಬರುವುದು ಕಷ್ಟ. ಆದ್ದರಿಂದ ಸಂಬಂಧಪಟ್ಟ ಅಧಿಕಾರಿಗಳು ಗ್ರಾಮದಲ್ಲಿ ಕುಡಿಯುವ ನೀರಿನ ಘಟಕ ಸ್ಥಾಪಿಸಬೇಕೆಂದು ಮನವಿ. — [183, 1887, 493, 1979]
feature-paragraph: ಐತರೇಯೋಪನಿಷತ್ತಿನ 'ಪ್ರಜ್ಞಾನಂ ಬ್ರಹ್ಮ' ಎಂಬ ಮಹಾವಾಕ್ಯವು ಬ್ರಹ್ಮ ಮತ್ತು ಆತ್ಮ ಒಂದೇ ಎಂಬ ಅದ್ವೈತ ಸಿದ್ಧಾಂತವನ್ನು ಪ್ರತಿಪಾದಿಸುತ್ತದೆ. — [843, 1143, 1157, 1174]
author-photo — [556, 218, 635, 307]
feature-article — [546, 211, 1443, 1368]
cricket-photo — [1187, 1472, 1443, 1703]
editor-note: ಟಿಪ್ಪಣಿ: ಕನ್ನಡದಲ್ಲಿ ಒಂದು ಗಾದೆ ಇದೆ. 'ಎತ್ತಿಗೆ ಜ್ವರ ಬಂದರೆ ಎಮ್ಮೆಗೆ ಬರೆ ಹಾಕಿದಂತೆ'. ಬಿಲ್ ಕಟ್ಟದೆ ಬಾಕಿ ಉಳಿಸಿಕೊಂಡಿರುವ ಅಪಾರ್ಟ್‌ಮೆಂಟ್ ಮಾಲೀಕರಿಗೆ ಶಿಕ್ಷೆ ನೀಡುವುದನ್ನು ಬಿಟ್ಟು, ಪ್ರಾಮಾಣಿಕವಾಗಿ ಬಿಲ್ ಕಟ್ಟುವ ನಿವಾಸಿಗಳಿಗೆ ಏಕೆ ಶಿಕ್ಷೆ? ಇದು ಯಾವ ನ್ಯಾಯ? ನನಗೆ ತಿಳಿದಿರುವಂತೆ ಖಾಸಗಿ ಕಂಪನಿಗಳು ವಸತಿ ಸಮುಚ್ಚಯಗಳಿಗೆ ವಿದ್ಯುತ್ ಸಂಪರ್ಕ ನೀಡುವಾಗ ಪ್ರತ್ಯೇಕ ಮೀಟರ್ ಅಳವಡಿಸುತ್ತವೆ. ಸೆಸ್ಕ್ ಅಧಿಕಾರಿಗಳು ಈ ಬಗ್ಗೆ ಗಮನ ಹರಿಸಿ ನಿವಾಸಿಗಳಿಗೆ ನ್ಯಾಯ ಒದಗಿಸಬೇಕು. ಸೆಸ್ಕ್ ಅಧಿಕಾರಿಗಳು ತಕ್ಷಣ ಈ ಕಡೆ ಗಮನ ಹರಿಸಲಿ. — [183, 1143, 493, 1252]
